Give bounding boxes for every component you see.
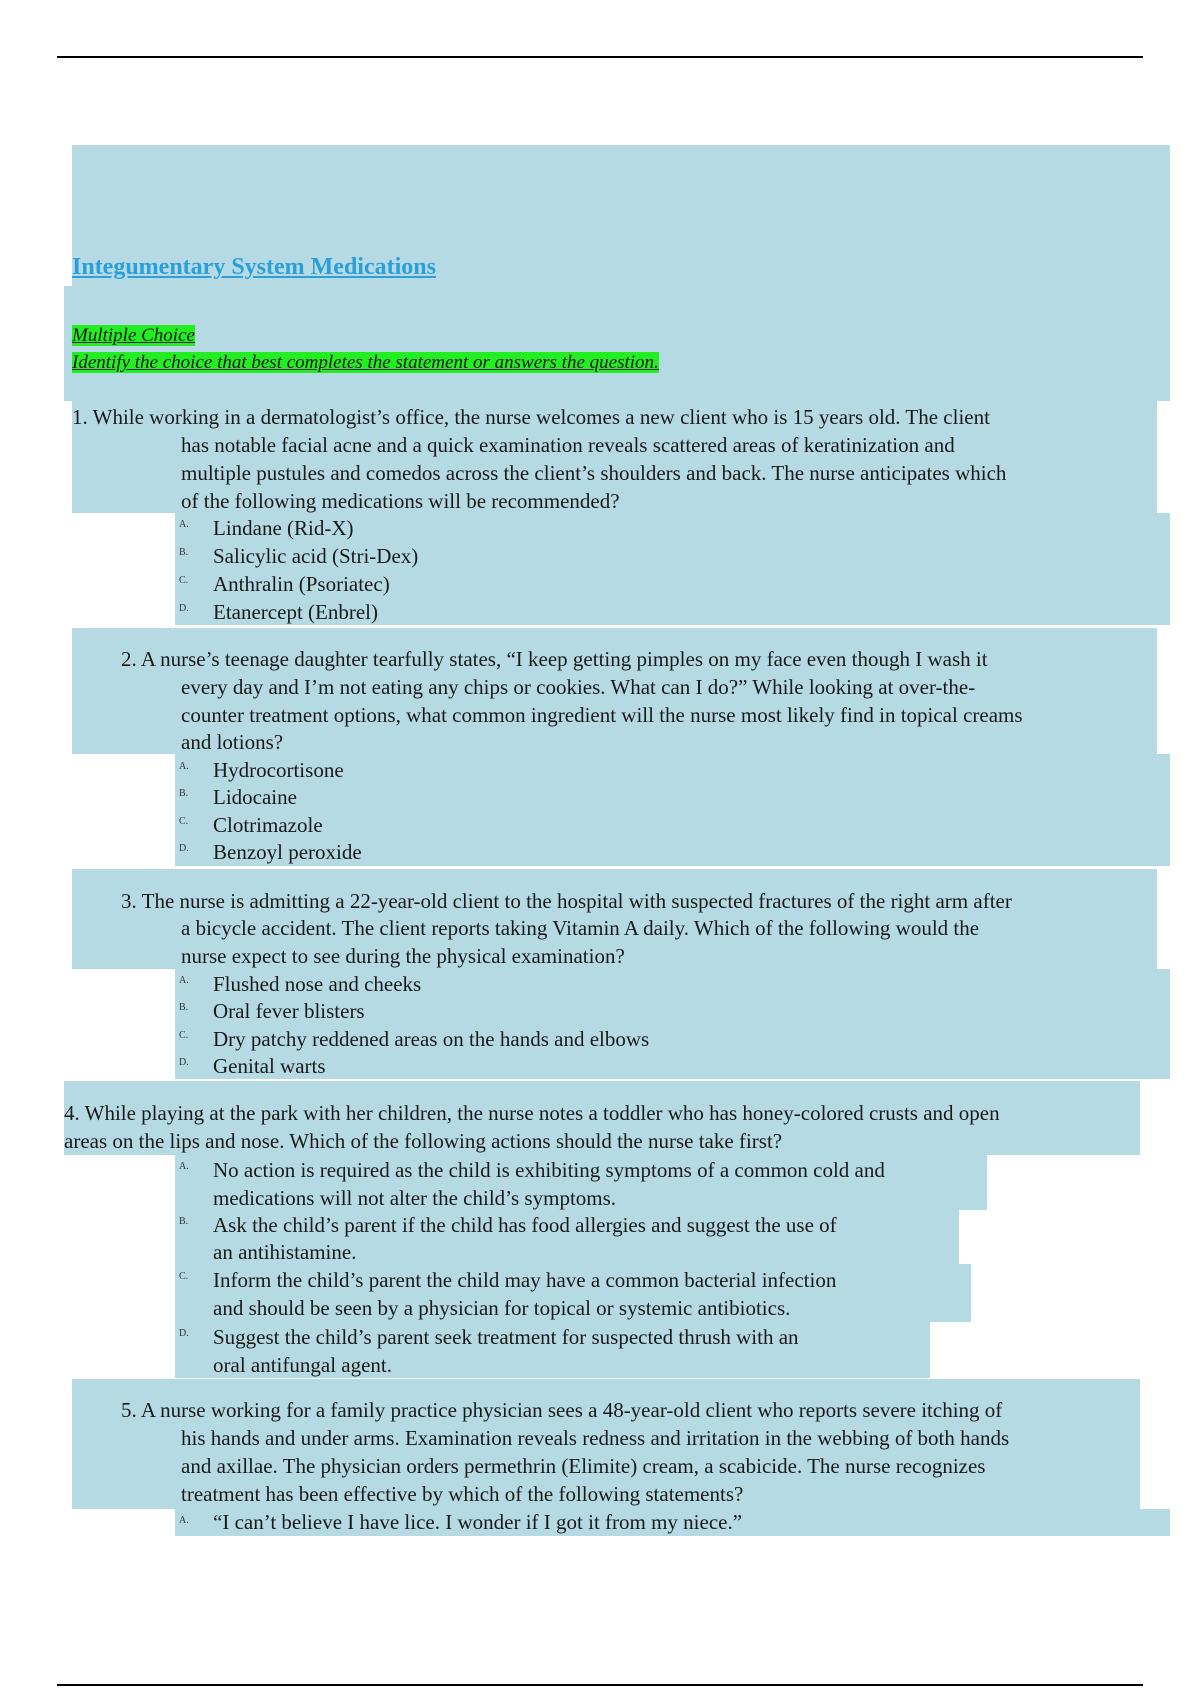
question-2-line: and lotions?: [181, 730, 284, 754]
question-5-line: his hands and under arms. Examination reveals redness and irritation in the webbing of both hands: [181, 1426, 1010, 1450]
option-letter: C.: [179, 1271, 189, 1282]
option-text: Genital warts: [213, 1054, 326, 1078]
question-1-line: multiple pustules and comedos across the client’s shoulders and back. The nurse anticipates which: [181, 461, 1007, 485]
question-3-line: a bicycle accident. The client reports taking Vitamin A daily. Which of the following would the: [181, 916, 980, 940]
option-text: No action is required as the child is exhibiting symptoms of a common cold and: [213, 1158, 885, 1182]
option-text: Etanercept (Enbrel): [213, 600, 378, 624]
option-text: Benzoyl peroxide: [213, 840, 362, 864]
option-letter: B.: [179, 788, 189, 799]
question-3-line: 3. The nurse is admitting a 22-year-old client to the hospital with suspected fractures of the right arm after: [121, 889, 1012, 913]
question-2-line: counter treatment options, what common ingredient will the nurse most likely find in topical creams: [181, 703, 1023, 727]
option-letter: D.: [179, 1328, 189, 1339]
option-text: oral antifungal agent.: [213, 1353, 393, 1377]
option-letter: B.: [179, 547, 189, 558]
option-letter: D.: [179, 843, 189, 854]
question-2-line: 2. A nurse’s teenage daughter tearfully states, “I keep getting pimples on my face even though I wash it: [121, 647, 988, 671]
option-letter: D.: [179, 1057, 189, 1068]
question-5-line: treatment has been effective by which of the following statements?: [181, 1482, 744, 1506]
instructions: Identify the choice that best completes the statement or answers the question.: [72, 352, 659, 373]
option-letter: C.: [179, 575, 189, 586]
option-letter: A.: [179, 519, 189, 530]
option-text: Flushed nose and cheeks: [213, 972, 422, 996]
option-letter: A.: [179, 761, 189, 772]
question-4-line: 4. While playing at the park with her children, the nurse notes a toddler who has honey-colored crusts and open: [64, 1101, 1000, 1125]
question-1-line: 1. While working in a dermatologist’s office, the nurse welcomes a new client who is 15 years old. The client: [72, 405, 990, 429]
option-letter: A.: [179, 1515, 189, 1526]
option-text: Lidocaine: [213, 785, 297, 809]
option-text: Suggest the child’s parent seek treatment for suspected thrush with an: [213, 1325, 799, 1349]
option-text: Anthralin (Psoriatec): [213, 572, 390, 596]
option-letter: C.: [179, 816, 189, 827]
option-letter: B.: [179, 1002, 189, 1013]
option-letter: A.: [179, 1161, 189, 1172]
option-text: Clotrimazole: [213, 813, 323, 837]
option-letter: A.: [179, 975, 189, 986]
option-text: an antihistamine.: [213, 1240, 357, 1264]
option-text: Dry patchy reddened areas on the hands and elbows: [213, 1027, 650, 1051]
document-title: Integumentary System Medications: [72, 254, 436, 280]
option-letter: C.: [179, 1030, 189, 1041]
option-letter: D.: [179, 603, 189, 614]
top-rule: [57, 56, 1143, 58]
question-5-line: and axillae. The physician orders permethrin (Elimite) cream, a scabicide. The nurse recognizes: [181, 1454, 986, 1478]
option-text: Oral fever blisters: [213, 999, 365, 1023]
bottom-rule: [57, 1684, 1143, 1686]
option-text: Ask the child’s parent if the child has food allergies and suggest the use of: [213, 1213, 837, 1237]
option-letter: B.: [179, 1216, 189, 1227]
question-1-line: has notable facial acne and a quick examination reveals scattered areas of keratinization and: [181, 433, 955, 457]
option-text: Lindane (Rid-X): [213, 516, 354, 540]
question-1-line: of the following medications will be recommended?: [181, 489, 620, 513]
question-3-line: nurse expect to see during the physical examination?: [181, 944, 625, 968]
option-text: and should be seen by a physician for topical or systemic antibiotics.: [213, 1296, 791, 1320]
option-text: Hydrocortisone: [213, 758, 344, 782]
instructions-band: [64, 286, 1170, 401]
question-2-line: every day and I’m not eating any chips or cookies. What can I do?” While looking at over-the-: [181, 675, 976, 699]
option-text: Inform the child’s parent the child may have a common bacterial infection: [213, 1268, 837, 1292]
option-text: medications will not alter the child’s symptoms.: [213, 1186, 617, 1210]
section-label: Multiple Choice: [72, 325, 195, 346]
question-5-line: 5. A nurse working for a family practice physician sees a 48-year-old client who reports severe itching of: [121, 1398, 1003, 1422]
question-4-line: areas on the lips and nose. Which of the following actions should the nurse take first?: [64, 1129, 783, 1153]
option-text: “I can’t believe I have lice. I wonder if I got it from my niece.”: [213, 1510, 743, 1534]
option-text: Salicylic acid (Stri-Dex): [213, 544, 419, 568]
